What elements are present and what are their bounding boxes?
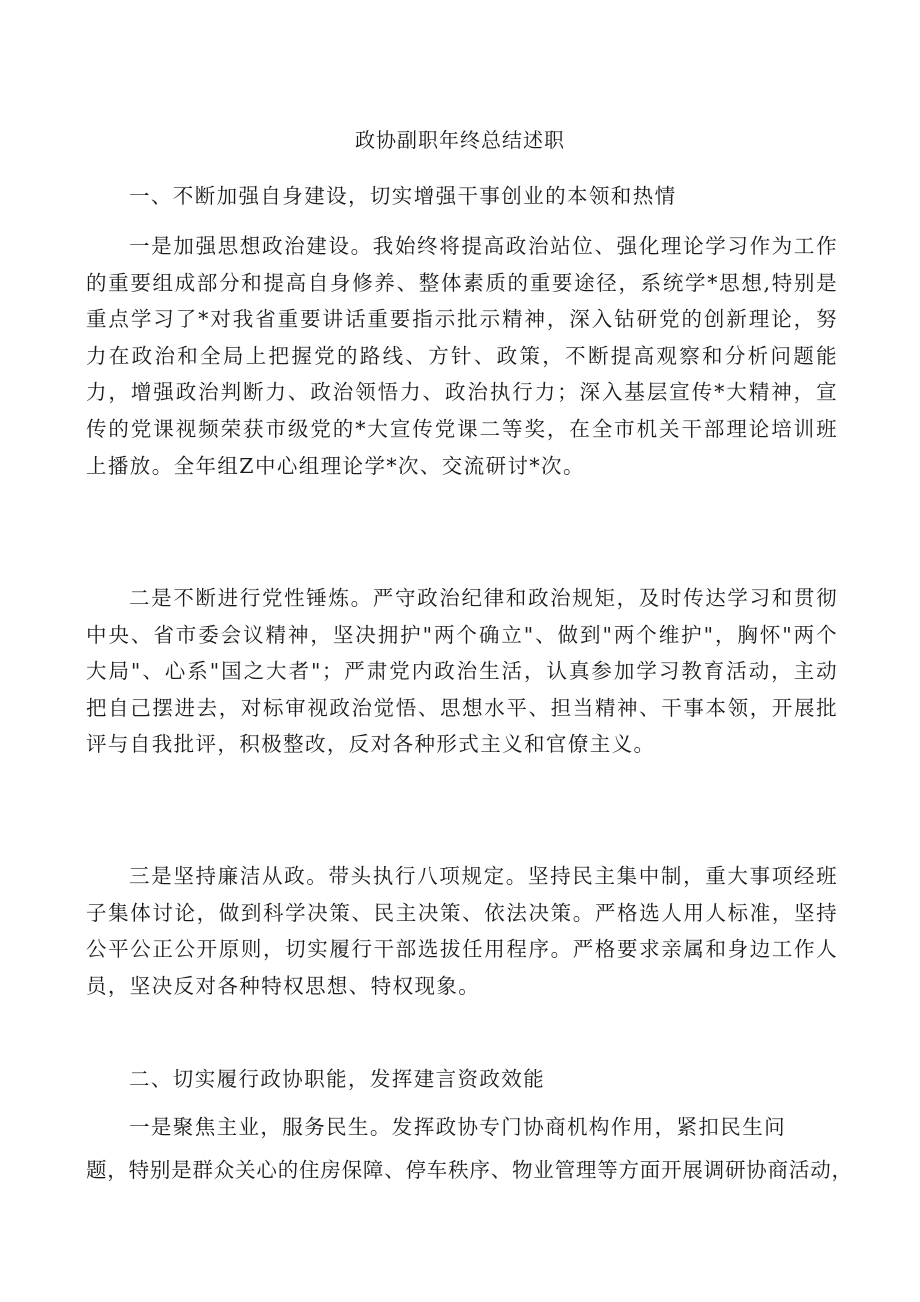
paragraph-livelihood-line-2: 题，特别是群众关心的住房保障、停车秩序、物业管理等方面开展调研协商活动，	[86, 1158, 853, 1182]
paragraph-party-spirit: 二是不断进行党性锤炼。严守政治纪律和政治规矩，及时传达学习和贯彻中央、省市委会议精神，坚决拥护"两个确立"、做到"两个维护"，胸怀"两个大局"、心系"国之大者"；严肃党内政治生活，认真参加学习教育活动，主动把自己摆进去，对标审视政治觉悟、思想水平、担当精神、干事本领，开展批评与自我批评，积极整改，反对各种形式主义和官僚主义。	[86, 586, 838, 757]
section-heading-2: 二、切实履行政协职能，发挥建言资政效能	[129, 1067, 546, 1091]
document-title: 政协副职年终总结述职	[355, 128, 565, 152]
paragraph-livelihood-line-1: 一是聚焦主业，服务民生。发挥政协专门协商机构作用，紧扣民生问	[129, 1115, 786, 1139]
paragraph-political-building: 一是加强思想政治建设。我始终将提高政治站位、强化理论学习作为工作的重要组成部分和提高自身修养、整体素质的重要途径，系统学*思想,特别是重点学习了*对我省重要讲话重要指示批示精神，深入钻研党的创新理论，努力在政治和全局上把握党的路线、方针、政策，不断提高观察和分析问题能力，增强政治判断力、政治领悟力、政治执行力；深入基层宣传*大精神，宣传的党课视频荣获市级党的*大宣传党课二等奖，在全市机关干部理论培训班上播放。全年组Z中心组理论学*次、交流研讨*次。	[86, 234, 838, 478]
paragraph-integrity: 三是坚持廉洁从政。带头执行八项规定。坚持民主集中制，重大事项经班子集体讨论，做到科学决策、民主决策、依法决策。严格选人用人标准，坚持公平公正公开原则，切实履行干部选拔任用程序。严格要求亲属和身边工作人员，坚决反对各种特权思想、特权现象。	[86, 864, 838, 998]
section-heading-1: 一、不断加强自身建设，切实增强干事创业的本领和热情	[129, 184, 677, 208]
